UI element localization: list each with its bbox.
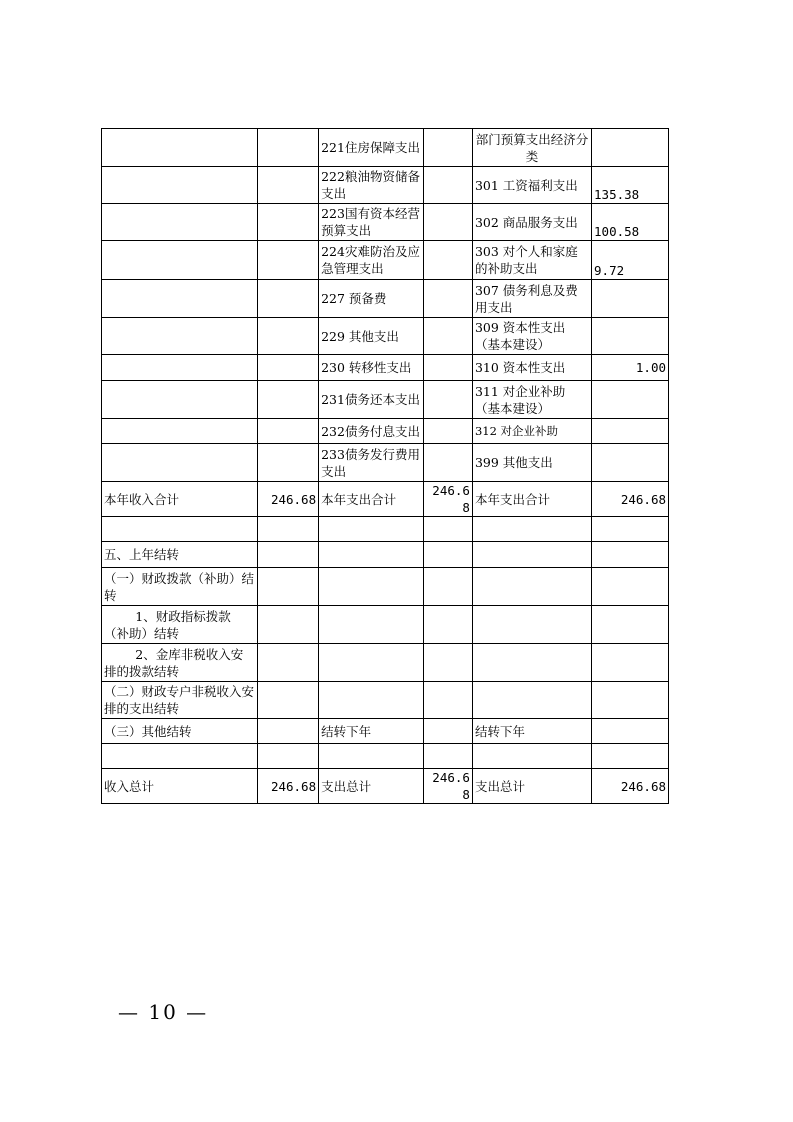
table-cell (257, 606, 318, 644)
table-cell: 307 债务利息及费用支出 (472, 280, 591, 318)
table-row (102, 542, 669, 568)
table-cell (472, 606, 591, 644)
table-row (102, 606, 669, 644)
table-cell: 五、上年结转 (102, 542, 258, 568)
table-row (102, 482, 669, 517)
table-cell (257, 241, 318, 280)
table-cell (592, 381, 669, 419)
table-cell (257, 744, 318, 769)
table-cell: 224灾难防治及应急管理支出 (319, 241, 424, 280)
table-cell (424, 542, 472, 568)
table-cell (592, 644, 669, 682)
table-cell: 1.00 (592, 355, 669, 381)
table-cell (257, 381, 318, 419)
table-cell (592, 606, 669, 644)
table-cell (102, 204, 258, 241)
table-cell (424, 744, 472, 769)
table-cell (319, 517, 424, 542)
table-cell (257, 542, 318, 568)
table-cell (319, 682, 424, 719)
table-row (102, 769, 669, 804)
table-cell (592, 280, 669, 318)
table-cell: （一）财政拨款（补助）结转 (102, 568, 258, 606)
table-cell (424, 381, 472, 419)
table-row (102, 241, 669, 280)
table-cell: 303 对个人和家庭的补助支出 (472, 241, 591, 280)
table-row (102, 568, 669, 606)
table-cell (472, 517, 591, 542)
table-cell: 135.38 (592, 167, 669, 204)
table-cell (472, 644, 591, 682)
table-cell (102, 241, 258, 280)
table-cell: 结转下年 (472, 719, 591, 744)
table-cell: 221住房保障支出 (319, 129, 424, 167)
table-cell (102, 517, 258, 542)
table-cell: 246.68 (257, 482, 318, 517)
table-cell (102, 167, 258, 204)
table-cell (257, 318, 318, 355)
table-cell (472, 542, 591, 568)
table-cell (319, 542, 424, 568)
table-cell (424, 568, 472, 606)
table-row (102, 517, 669, 542)
table-row (102, 355, 669, 381)
table-cell (102, 419, 258, 444)
budget-table (101, 128, 669, 804)
table-cell (592, 719, 669, 744)
table-cell (257, 719, 318, 744)
table-cell (102, 444, 258, 482)
table-row (102, 129, 669, 167)
table-cell (424, 241, 472, 280)
table-cell: 232债务付息支出 (319, 419, 424, 444)
table-cell: 302 商品服务支出 (472, 204, 591, 241)
table-cell (592, 568, 669, 606)
table-cell: 结转下年 (319, 719, 424, 744)
table-cell (102, 744, 258, 769)
table-cell: （三）其他结转 (102, 719, 258, 744)
table-cell: 本年支出合计 (319, 482, 424, 517)
table-cell: 支出总计 (472, 769, 591, 804)
table-cell: 支出总计 (319, 769, 424, 804)
table-row (102, 204, 669, 241)
table-cell: 2、金库非税收入安排的拨款结转 (102, 644, 258, 682)
table-cell (319, 606, 424, 644)
table-cell: 收入总计 (102, 769, 258, 804)
table-cell (102, 381, 258, 419)
table-cell: 227 预备费 (319, 280, 424, 318)
table-row (102, 280, 669, 318)
table-cell (592, 129, 669, 167)
table-cell (424, 318, 472, 355)
table-cell (257, 355, 318, 381)
table-cell (257, 644, 318, 682)
table-cell: 223国有资本经营预算支出 (319, 204, 424, 241)
table-cell (592, 517, 669, 542)
table-cell: 399 其他支出 (472, 444, 591, 482)
table-cell: 1、财政指标拨款（补助）结转 (102, 606, 258, 644)
table-cell: 9.72 (592, 241, 669, 280)
table-cell (592, 744, 669, 769)
table-cell (257, 568, 318, 606)
table-cell (257, 444, 318, 482)
table-row (102, 682, 669, 719)
table-row (102, 644, 669, 682)
table-cell: 222粮油物资储备支出 (319, 167, 424, 204)
table-cell (592, 682, 669, 719)
table-cell (424, 419, 472, 444)
table-cell (424, 606, 472, 644)
table-cell (319, 568, 424, 606)
table-cell: 229 其他支出 (319, 318, 424, 355)
table-cell (319, 744, 424, 769)
table-cell (424, 167, 472, 204)
table-cell: 301 工资福利支出 (472, 167, 591, 204)
table-cell: 231债务还本支出 (319, 381, 424, 419)
table-row (102, 444, 669, 482)
table-cell (424, 719, 472, 744)
table-cell (102, 318, 258, 355)
table-cell (102, 355, 258, 381)
page-number: — 10 — (118, 1000, 209, 1024)
table-cell: 309 资本性支出（基本建设） (472, 318, 591, 355)
table-cell (424, 355, 472, 381)
table-cell (257, 517, 318, 542)
table-cell: 233债务发行费用支出 (319, 444, 424, 482)
table-cell (424, 444, 472, 482)
table-row (102, 744, 669, 769)
table-cell: 246.68 (257, 769, 318, 804)
table-cell (592, 444, 669, 482)
table-cell (257, 167, 318, 204)
table-cell (472, 744, 591, 769)
table-cell: 246.68 (592, 769, 669, 804)
table-cell (592, 318, 669, 355)
table-cell: 230 转移性支出 (319, 355, 424, 381)
table-cell: 本年支出合计 (472, 482, 591, 517)
table-row (102, 419, 669, 444)
table-cell: 312 对企业补助 (472, 419, 591, 444)
table-cell (424, 644, 472, 682)
table-cell: 311 对企业补助（基本建设） (472, 381, 591, 419)
table-cell: （二）财政专户非税收入安排的支出结转 (102, 682, 258, 719)
table-cell (424, 204, 472, 241)
table-cell: 310 资本性支出 (472, 355, 591, 381)
table-cell (102, 280, 258, 318)
table-cell: 部门预算支出经济分类 (472, 129, 591, 167)
table-cell (472, 682, 591, 719)
table-cell: 246.68 (424, 482, 472, 517)
table-cell (424, 280, 472, 318)
table-cell (424, 129, 472, 167)
table-cell: 本年收入合计 (102, 482, 258, 517)
table-cell (319, 644, 424, 682)
table-cell (424, 682, 472, 719)
table-cell: 246.68 (424, 769, 472, 804)
table-cell (257, 280, 318, 318)
table-row (102, 381, 669, 419)
table-cell (257, 204, 318, 241)
table-cell (257, 682, 318, 719)
table-cell: 100.58 (592, 204, 669, 241)
table-cell (592, 542, 669, 568)
table-cell (257, 419, 318, 444)
table-cell (592, 419, 669, 444)
table-cell (472, 568, 591, 606)
table-row (102, 719, 669, 744)
table-cell (424, 517, 472, 542)
table-row (102, 318, 669, 355)
table-cell (257, 129, 318, 167)
table-row (102, 167, 669, 204)
table-cell (102, 129, 258, 167)
table-cell: 246.68 (592, 482, 669, 517)
